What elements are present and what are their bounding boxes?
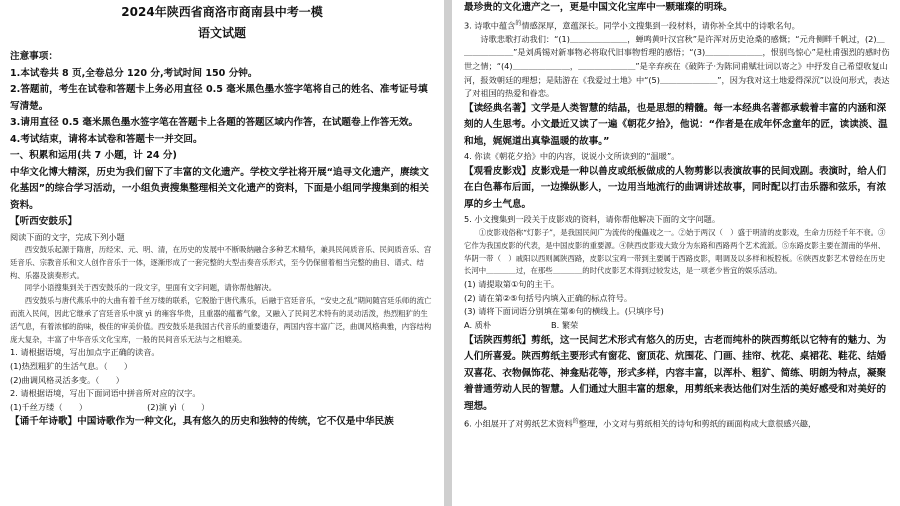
question-3-label: 3. 诗歌中蕴含 — [464, 20, 516, 31]
question-4: 4. 你读《朝花夕拾》中的内容，说说小文所读到的“温暖”。 — [464, 151, 680, 162]
tag-listen-guyue: 【听西安鼓乐】 — [10, 216, 78, 227]
question-5-item: (2) 请在第②⑤句括号内填入正确的标点符号。 — [464, 292, 633, 303]
question-6-rest: 整理，小文对与剪纸相关的诗句和剪纸的画面构成大意很感兴趣， — [578, 418, 817, 429]
question-1: 1. 请根据语境，写出加点字正确的读音。 — [10, 347, 160, 358]
tag-poetry: 【诵千年诗歌】中国诗歌作为一种文化，具有悠久的历史和独特的传统，它不仅是中华民族 — [10, 416, 394, 428]
question-2-item: (1)千丝万缕（ ） — [10, 401, 88, 412]
notice-item: 1.本试卷共 8 页,全卷总分 120 分,考试时间 150 分钟。 — [10, 67, 258, 79]
question-1-item: (1)热烈粗犷的生活气息。（ ） — [10, 361, 133, 372]
question-2: 2. 请根据语境，写出下面词语中拼音所对应的汉字。 — [10, 388, 201, 399]
continued-line: 最珍贵的文化遗产之一，更是中国文化宝库中一颗璀璨的明珠。 — [464, 2, 733, 13]
question-3-text: 诗歌悲歌打动我们：“(1)＿＿＿＿＿＿＿，蝉鸣黄叶汉宫秋”是许浑对历史沧桑的感慨；“元舟侧畔千帆过，(2)＿＿＿＿＿＿＿”是刘禹锡对新事物必将取代旧事物哲理的感悟；“(3)＿＿＿＿＿＿＿，恨别鸟惊心”是杜甫强烈的感时伤世之情；“(4)＿＿＿＿＿＿＿，＿＿＿＿＿＿＿”是辛弃疾在《破阵子·为陈同甫赋壮词以寄之》中抒发自己希望收复山河，报效朝廷的理想；是陆游在《我爱过土地》中“(5)＿＿＿＿＿＿＿”，因为我对这土地爱得深沉”以设问形式，表达了对祖国的热爱和眷恋。 — [464, 33, 890, 99]
section-heading: 一、积累和运用(共 7 小题，计 24 分) — [10, 150, 177, 161]
tag-classics: 【读经典名著】文学是人类智慧的结晶，也是思想的精髓。每一本经典名著都承载着丰富的内涵和深刻的人生思考。小文最近又读了一遍《朝花夕拾》，他说：“作者是在成年怀念童年的匠，读读淡、温和地，娓娓道出真挚温暖的故事。” — [464, 102, 888, 147]
page-left — [0, 0, 444, 506]
passage-paragraph: 同学小语搜集到关于西安鼓乐的一段文字，里面有文字问题，请你帮他解决。 — [24, 283, 277, 293]
question-2-items — [10, 401, 434, 415]
intro-paragraph: 中华文化博大精深，历史为我们留下了丰富的文化遗产。学校文学社将开展“追寻文化遗产，赓续文化基因”的综合学习活动，一小组负责搜集整理相关文化遗产的资料，下面是小组同学搜集到的相关资料。 — [10, 166, 429, 211]
question-6-label: 6. 小组展开了对剪纸艺术资料 — [464, 418, 573, 429]
notice-heading: 注意事项： — [10, 51, 58, 62]
passage-paragraph: 西安鼓乐起源于隋唐，历经宋、元、明、清，在历史的发展中不断吸纳融合多种艺术精华，兼具民间质音乐、民间质音乐、宫廷音乐、宗教音乐和文人创作音乐于一体，逐渐形成了一套完整的大型击奏音乐形式，至今仍保留着相当完整的曲目、谱式、结构、乐器及演奏形式。 — [10, 245, 432, 280]
read-prompt: 阅读下面的文字，完成下列小题 — [10, 231, 125, 242]
question-1-item: (2)曲调风格灵活多变。（ ） — [10, 374, 124, 385]
question-5-options — [464, 319, 890, 333]
page-right — [452, 0, 900, 506]
question-6 — [464, 415, 890, 431]
option-a: A. 质朴 — [464, 319, 492, 330]
question-5-item: (3) 请将下面词语分别填在第⑥句的横线上。(只填序号) — [464, 306, 664, 317]
option-b: B. 繁荣 — [551, 319, 579, 330]
exam-subtitle: 语文试题 — [197, 26, 246, 40]
question-5: 5. 小文搜集到一段关于皮影戏的资料，请你帮他解决下面的文字问题。 — [464, 214, 721, 225]
exam-title: 2024年陕西省商洛市商南县中考一模 — [121, 5, 323, 19]
question-2-item: (2)演 yì（ ） — [147, 401, 210, 412]
question-3-rest: 情感深厚，意蕴深长。同学小文搜集到一段材料，请你补全其中的诗歌名句。 — [521, 20, 800, 31]
question-5-item: (1) 请提取第①句的主干。 — [464, 279, 560, 290]
question-5-passage: ①皮影戏俗称“灯影子”，是我国民间广为流传的傀儡戏之一。②始于两汉（ ）盛于明清的皮影戏，生命力历经千年不衰。③它作为我国皮影的代表，是中国皮影的重要源。④陕西皮影戏大致分为东路和西路两个艺术流派。⑤东路皮影主要在渭南的华州、华阴一带（ ）戚阳以西则属陕西路，皮影以宝鸡一带到主要属于西路皮影，唱调及以多样和板腔板。⑥陕西皮影艺术曾经在历史长河中＿＿＿＿过，在那些＿＿＿＿的时代皮影艺术得到过较发达，是一项老少皆宜的娱乐活动。 — [464, 227, 886, 276]
superscript-mark-icon: 的 — [572, 418, 579, 426]
question-3 — [464, 17, 890, 33]
page-gutter — [444, 0, 452, 506]
notice-item: 2.答题前，考生在试卷和答题卡上务必用直径 0.5 毫米黑色墨水签字笔将自己的姓名、准考证号填写清楚。 — [10, 84, 428, 112]
passage-paragraph: 西安鼓乐与唐代燕乐中的大曲有着千丝万缕的联系，它脱胎于唐代燕乐，后融于宫廷音乐，“安史之乱”期间随宫廷乐师的流亡而流入民间，因此它继承了宫廷音乐中演 yì 的雍容华贵，且重器的蕴蓄气象，又融入了民间艺术特有的灵动活泼，热烈粗犷的生活气息，有着浓郁的韵味，极佳的审美价值。西安鼓乐是我国古代音乐的重要遗存，两国内容丰富广泛，曲调风格典雅，内容结构庞大复杂，丰富了中华音乐文化宝库，一般的民间音乐无法与之相媲美。 — [10, 296, 432, 344]
tag-papercut: 【话陕西剪纸】剪纸，这一民间艺术形式有悠久的历史，古老而纯朴的陕西剪纸以它特有的魅力、为人们所喜爱。陕西剪纸主要形式有窗花、窗顶花、炕围花、门画、挂帘、枕花、桌裙花、鞋花、结婚双喜花、衣物佩饰花、神龛贴花等，形式多样，内容丰富，以浑朴、粗犷、简练、明朗为特点，凝聚着普通劳动人民的智慧。人们通过大胆丰富的想象，用剪纸来表达他们对生活的美好感受和对美好的理想。 — [464, 334, 887, 412]
tag-shadow-play: 【观看皮影戏】皮影戏是一种以兽皮或纸板做成的人物剪影以表演故事的民间戏剧。表演时，给人们在白色幕布后面，一边操纵影人，一边用当地流行的曲调讲述故事，同时配以打击乐器和弦乐，有浓厚的乡土气息。 — [464, 165, 887, 210]
notice-item: 4.考试结束，请将本试卷和答题卡一并交回。 — [10, 133, 203, 145]
notice-item: 3.请用直径 0.5 毫米黑色墨水签字笔在答题卡上各题的答题区域内作答，在试题卷上作答无效。 — [10, 117, 419, 128]
superscript-mark-icon: 的 — [515, 19, 522, 27]
